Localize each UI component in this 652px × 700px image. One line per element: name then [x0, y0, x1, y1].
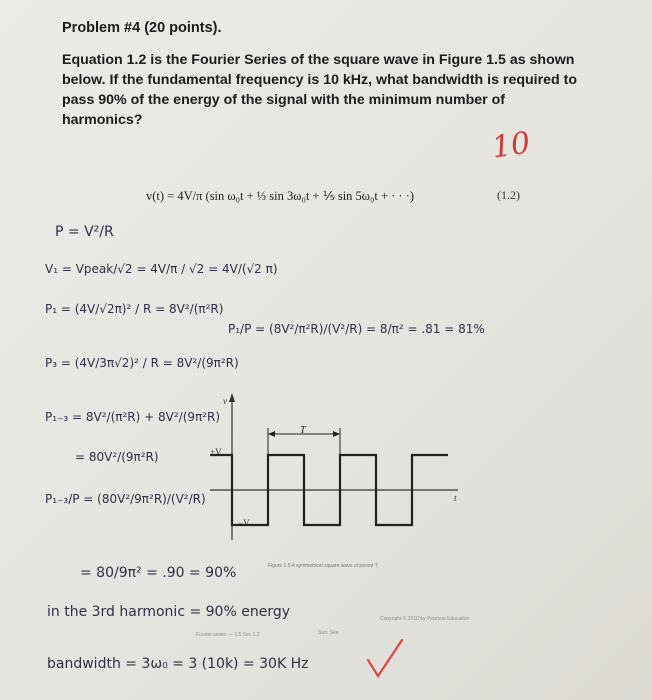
- minus-v-label: −V: [238, 518, 250, 528]
- period-label: T: [300, 425, 306, 436]
- p1-line: P₁ = (4V/√2π)² / R = 8V²/(π²R): [45, 302, 224, 316]
- bandwidth-line: bandwidth = 3ω₀ = 3 (10k) = 30K Hz: [47, 656, 309, 672]
- ratio-line: P₁/P = (8V²/π²R)/(V²/R) = 8/π² = .81 = 81%: [228, 322, 485, 336]
- x-axis-label: t: [454, 493, 457, 503]
- check-mark-icon: [368, 640, 402, 676]
- ninety-percent-line: = 80/9π² = .90 = 90%: [80, 565, 237, 581]
- problem-statement: Equation 1.2 is the Fourier Series of the square wave in Figure 1.5 as shown below. If the fundamental frequency is 10 kHz, what bandwidth is required to pass 90% of the energy of the signal with the minimum number of harmonics?: [62, 52, 578, 128]
- y-axis-label: v: [223, 396, 227, 406]
- problem-title: Problem #4 (20 points).: [62, 20, 222, 36]
- p13-sum: P₁₋₃ = 8V²/(π²R) + 8V²/(9π²R): [45, 410, 221, 424]
- p13-ratio: P₁₋₃/P = (80V²/9π²R)/(V²/R): [45, 492, 206, 506]
- p3-line: P₃ = (4V/3π√2)² / R = 8V²/(9π²R): [45, 356, 239, 370]
- figure-caption: Figure 1.5 A symmetrical square wave of period T: [268, 563, 378, 569]
- footer-right: Copyright © 2010 by Pearson Education: [380, 616, 470, 622]
- power-formula: P = V²/R: [55, 224, 114, 240]
- y-axis-arrow-icon: [229, 393, 235, 402]
- v1-line: V₁ = Vpeak/√2 = 4V/π / √2 = 4V/(√2 π): [45, 262, 278, 276]
- conclusion-line: in the 3rd harmonic = 90% energy: [47, 604, 290, 620]
- fourier-equation: v(t) = 4V/π (sin ω₀t + ⅓ sin 3ω₀t + ⅕ sin 5ω₀t + · · ·): [146, 189, 415, 203]
- period-left-arrow-icon: [268, 431, 275, 437]
- period-right-arrow-icon: [333, 431, 340, 437]
- p13-result: = 80V²/(9π²R): [75, 450, 159, 464]
- grade-mark: 10: [489, 125, 533, 166]
- footer-mid: Sub: See: [318, 630, 339, 636]
- plus-v-label: +V: [210, 447, 222, 457]
- footer-left: Fourier series — 1.5 Sec 1.2: [196, 632, 260, 638]
- equation-number: (1.2): [497, 188, 520, 202]
